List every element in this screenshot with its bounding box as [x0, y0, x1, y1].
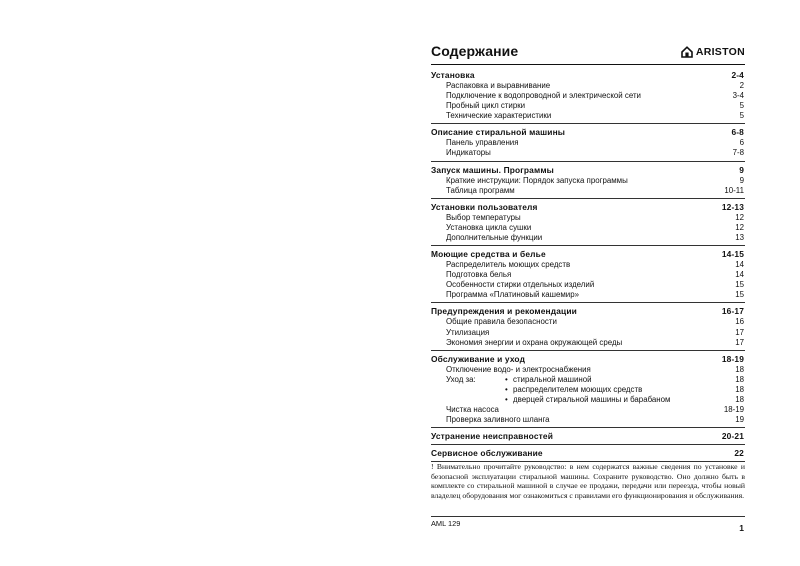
toc-item-label: Установка цикла сушки	[446, 222, 532, 232]
toc-item-pages: 9	[739, 175, 744, 185]
toc-item-label: Краткие инструкции: Порядок запуска программы	[446, 175, 628, 185]
toc-item-label: Особенности стирки отдельных изделий	[446, 280, 595, 290]
toc-item-pages: 18	[735, 374, 744, 384]
toc-item-label: Распределитель моющих средств	[446, 260, 571, 270]
toc-item-pages: 14	[735, 270, 744, 280]
toc-item-label: стиральной машиной	[513, 374, 592, 384]
toc-section-title: Запуск машины. Программы	[431, 164, 554, 175]
toc-section-title: Установки пользователя	[431, 201, 538, 212]
toc-section-pages: 16-17	[721, 306, 744, 317]
toc-item[interactable]	[431, 338, 745, 348]
notice-text	[431, 462, 745, 500]
toc-section-heading[interactable]	[431, 448, 745, 459]
toc-item-label: Общие правила безопасности	[446, 317, 557, 327]
toc-item-label: Чистка насоса	[446, 405, 499, 415]
toc-item[interactable]	[431, 233, 745, 243]
toc-section-heading[interactable]	[431, 354, 745, 365]
toc-item[interactable]	[431, 280, 745, 290]
table-of-contents	[431, 69, 745, 465]
toc-item-label: Экономия энергии и охрана окружающей среды	[446, 337, 623, 347]
title-divider	[431, 64, 745, 65]
toc-item-label: Технические характеристики	[446, 111, 552, 121]
toc-item[interactable]	[431, 186, 745, 196]
toc-item[interactable]	[431, 223, 745, 233]
toc-item-prefix: Уход за:	[446, 374, 476, 384]
toc-section	[431, 127, 745, 161]
footer	[431, 519, 745, 531]
toc-item-pages: 18-19	[723, 405, 744, 415]
model-number: AML 129	[431, 519, 461, 528]
toc-section-pages: 22	[734, 448, 744, 459]
toc-section	[431, 202, 745, 246]
toc-item[interactable]	[431, 375, 745, 385]
toc-item-pages: 17	[735, 327, 744, 337]
notice-paragraph: ! Внимательно прочитайте руководство: в нем содержатся важные сведения по установке и безопасной эксплуатации стиральной машины. Сохраните руководство. Оно должно быть в комплекте со стиральной машиной в случае ее продажи, передачи или переезда, чтобы новый владелец оборудования мог ознакомиться с правилами его функционирования и обслуживания.	[431, 462, 745, 500]
toc-section-pages: 6-8	[731, 127, 744, 138]
document-page	[431, 0, 745, 566]
toc-item-pages: 5	[739, 101, 744, 111]
toc-item-pages: 12	[735, 222, 744, 232]
bullet-icon: •	[505, 384, 508, 394]
toc-item[interactable]	[431, 365, 745, 375]
toc-item-label: Распаковка и выравнивание	[446, 81, 551, 90]
toc-section-heading[interactable]	[431, 127, 745, 138]
toc-item[interactable]	[431, 328, 745, 338]
toc-item-pages: 12	[735, 212, 744, 222]
toc-section-heading[interactable]	[431, 431, 745, 442]
toc-section-title: Обслуживание и уход	[431, 353, 526, 364]
toc-item-pages: 13	[735, 232, 744, 242]
toc-item-label: Панель управления	[446, 138, 519, 148]
toc-section-heading[interactable]	[431, 70, 745, 81]
toc-section-heading[interactable]	[431, 249, 745, 260]
toc-section-pages: 9	[739, 164, 744, 175]
toc-item-label: распределителем моющих средств	[513, 384, 643, 394]
toc-item[interactable]	[431, 415, 745, 425]
toc-item-label: Индикаторы	[446, 148, 491, 158]
toc-section-heading[interactable]	[431, 306, 745, 317]
footer-divider	[431, 516, 745, 517]
toc-section	[431, 306, 745, 350]
house-logo-icon	[681, 46, 693, 58]
toc-item-label: Таблица программ	[446, 185, 515, 195]
toc-item-pages: 16	[735, 317, 744, 327]
toc-item-pages: 5	[739, 111, 744, 121]
brand-name: ARISTON	[695, 46, 745, 58]
toc-section-pages: 20-21	[721, 431, 744, 442]
toc-item[interactable]	[431, 81, 745, 91]
toc-item-label: Отключение водо- и электроснабжения	[446, 364, 591, 374]
toc-section	[431, 431, 745, 445]
bullet-icon: •	[505, 374, 508, 384]
toc-item-pages: 18	[735, 364, 744, 374]
toc-item[interactable]	[431, 148, 745, 158]
brand-logo	[681, 46, 745, 58]
toc-item[interactable]	[431, 405, 745, 415]
toc-item[interactable]	[431, 317, 745, 327]
toc-section	[431, 249, 745, 303]
page-number: 1	[739, 523, 744, 533]
toc-section-title: Сервисное обслуживание	[431, 448, 543, 459]
toc-section	[431, 165, 745, 199]
toc-item-label: Подключение к водопроводной и электрической сети	[446, 91, 641, 101]
toc-item[interactable]	[431, 176, 745, 186]
toc-item-pages: 10-11	[724, 185, 744, 195]
toc-item[interactable]	[431, 290, 745, 300]
toc-section	[431, 70, 745, 124]
toc-item-label: Дополнительные функции	[446, 232, 543, 242]
toc-item[interactable]	[431, 270, 745, 280]
toc-item-label: Выбор температуры	[446, 212, 521, 222]
toc-item-pages: 14	[735, 260, 744, 270]
toc-item-pages: 15	[735, 290, 744, 300]
toc-item-pages: 19	[735, 415, 744, 425]
toc-item-pages: 18	[735, 384, 744, 394]
toc-section-pages: 2-4	[731, 70, 744, 80]
toc-item[interactable]	[431, 213, 745, 223]
toc-item-pages: 15	[735, 280, 744, 290]
page-title: Содержание	[431, 43, 519, 59]
toc-item[interactable]	[431, 91, 745, 101]
toc-item-label: Пробный цикл стирки	[446, 101, 526, 111]
toc-item-pages: 7-8	[732, 148, 744, 158]
toc-item[interactable]	[431, 260, 745, 270]
toc-item-pages: 3-4	[732, 91, 744, 101]
bullet-icon: •	[505, 394, 508, 404]
toc-item[interactable]	[431, 111, 745, 121]
toc-item-pages: 6	[739, 138, 744, 148]
toc-item-label: Подготовка белья	[446, 270, 512, 280]
toc-item-pages: 18	[735, 394, 744, 404]
toc-section	[431, 448, 745, 462]
toc-item[interactable]	[431, 395, 745, 405]
toc-item-label: Проверка заливного шланга	[446, 415, 550, 425]
toc-section-title: Предупреждения и рекомендации	[431, 306, 577, 317]
toc-item-pages: 2	[739, 81, 744, 90]
toc-item-label: Утилизация	[446, 327, 490, 337]
toc-section-heading[interactable]	[431, 165, 745, 176]
toc-section-pages: 18-19	[721, 353, 744, 364]
toc-section-title: Установка	[431, 70, 475, 80]
toc-item-pages: 17	[735, 337, 744, 347]
toc-section	[431, 354, 745, 429]
toc-item-label: Программа «Платиновый кашемир»	[446, 290, 579, 300]
toc-section-title: Описание стиральной машины	[431, 127, 566, 138]
toc-section-pages: 14-15	[721, 249, 744, 260]
toc-item[interactable]	[431, 385, 745, 395]
toc-section-title: Устранение неисправностей	[431, 431, 554, 442]
toc-item-label: дверцей стиральной машины и барабаном	[513, 394, 671, 404]
toc-section-heading[interactable]	[431, 202, 745, 213]
toc-section-title: Моющие средства и белье	[431, 249, 546, 260]
header	[431, 43, 745, 63]
toc-item[interactable]	[431, 101, 745, 111]
toc-item[interactable]	[431, 138, 745, 148]
toc-section-pages: 12-13	[721, 201, 744, 212]
